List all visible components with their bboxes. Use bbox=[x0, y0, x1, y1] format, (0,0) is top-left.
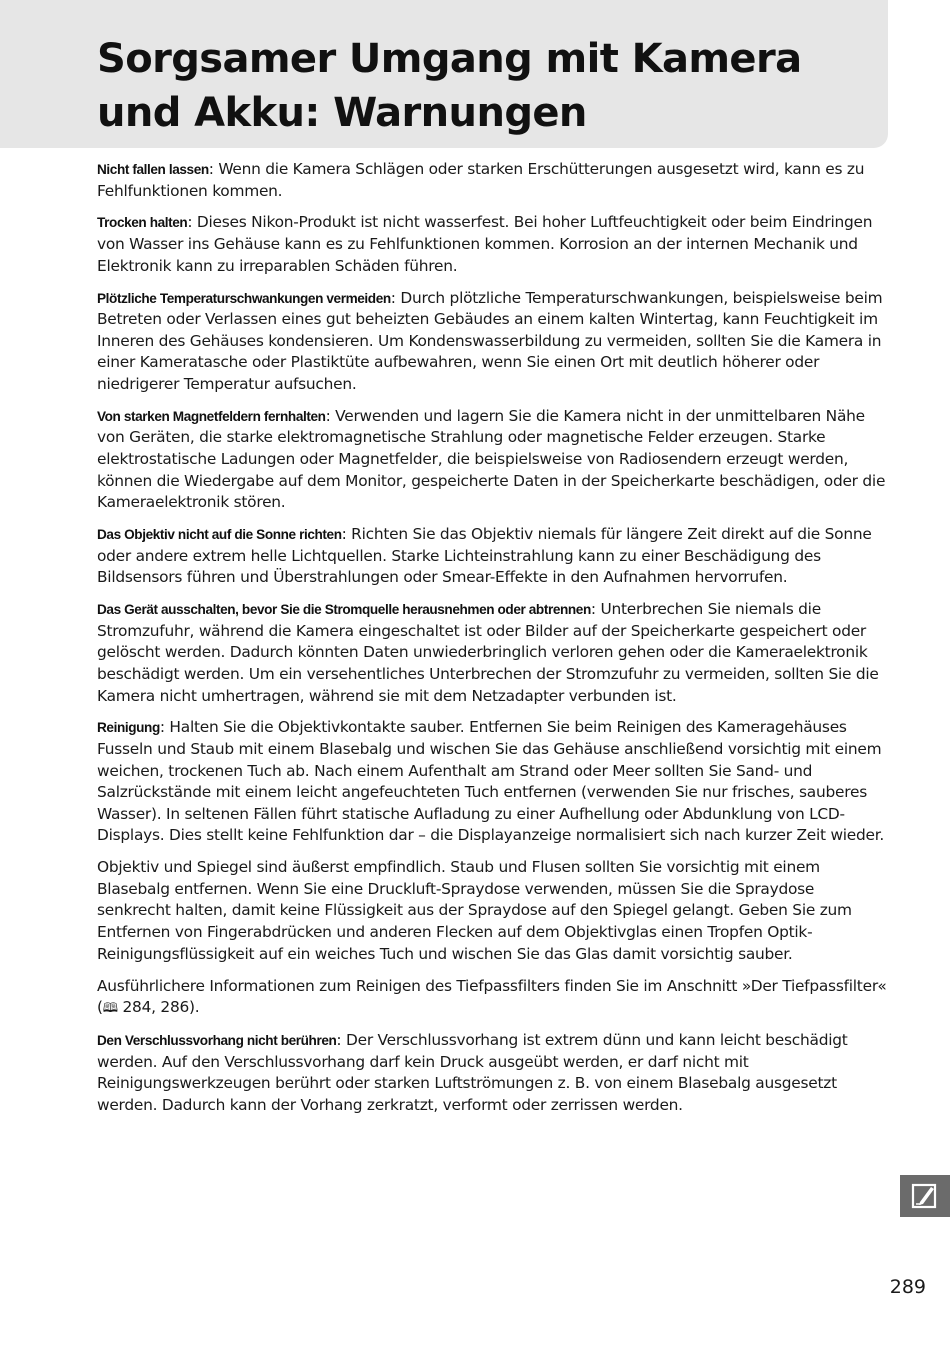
paragraph-sun bbox=[97, 524, 887, 589]
reference-text-before: Ausführlichere Informationen zum Reinigen des Tiefpassfilters finden Sie im Anschnitt »Der Tiefpassfilter« ( bbox=[97, 976, 887, 1017]
paragraph-lead: Reinigung bbox=[97, 720, 160, 736]
reference-text-after: 284, 286). bbox=[117, 998, 200, 1017]
paragraph-text: : Verwenden und lagern Sie die Kamera nicht in der unmittelbaren Nähe von Geräten, die starke elektromagnetische Strahlung oder magnetische Felder erzeugen. Starke elektrostatische Ladungen oder Magnetfelder, die beispielsweise von Radiosendern erzeugt werden, können die Wiedergabe auf dem Monitor, gespeicherte Daten in der Speicherkarte beschädigen, oder die Kameraelektronik stören. bbox=[97, 406, 886, 512]
paragraph-shutter bbox=[97, 1030, 887, 1116]
paragraph-temperature bbox=[97, 288, 887, 396]
paragraph-text: : Dieses Nikon-Produkt ist nicht wasserfest. Bei hoher Luftfeuchtigkeit oder beim Eindringen von Wasser ins Gehäuse kann es zu Fehlfunktionen kommen. Korrosion an der internen Mechanik und Elektronik kann zu irreparablen Schäden führen. bbox=[97, 213, 873, 275]
book-reference-icon: 🕮 bbox=[102, 1001, 118, 1017]
paragraph-text: : Richten Sie das Objektiv niemals für längere Zeit direkt auf die Sonne oder andere extrem helle Lichtquellen. Starke Lichteinstrahlung kann zu einer Beschädigung des Bildsensors führen und Überstrahlungen oder Smear-Effekte in den Aufnahmen hervorrufen. bbox=[97, 525, 872, 587]
paragraph-magnetic-fields bbox=[97, 406, 887, 514]
paragraph-reference bbox=[97, 976, 887, 1020]
paragraph-text: : Unterbrechen Sie niemals die Stromzufuhr, während die Kamera eingeschaltet ist oder Bilder auf der Speicherkarte gespeichert oder gelöscht werden. Dadurch könnten Daten unwiederbringlich verloren gehen oder die Kameraelektronik beschädigt werden. Um ein versehentliches Unterbrechen der Stromzufuhr zu vermeiden, sollten Sie die Kamera nicht umhertragen, während sie mit dem Netzadapter verbunden ist. bbox=[97, 600, 879, 705]
paragraph-text: Objektiv und Spiegel sind äußerst empfindlich. Staub und Flusen sollten Sie vorsichtig mit einem Blasebalg entfernen. Wenn Sie eine Druckluft-Spraydose verwenden, müssen Sie die Spraydose senkrecht halten, damit keine Flüssigkeit aus der Spraydose auf den Spiegel gelangt. Geben Sie zum Entfernen von Fingerabdrücken und anderen Flecken auf dem Objektivglas einen Tropfen Optik-Reinigungsflüssigkeit auf ein weiches Tuch und wischen Sie das Glas damit vorsichtig sauber. bbox=[97, 858, 852, 963]
paragraph-lens-mirror bbox=[97, 857, 887, 965]
page-number: 289 bbox=[889, 1276, 926, 1298]
paragraph-text: : Wenn die Kamera Schlägen oder starken Erschütterungen ausgesetzt wird, kann es zu Fehlfunktionen kommen. bbox=[97, 160, 865, 200]
notes-pencil-icon bbox=[911, 1183, 939, 1209]
paragraph-lead: Von starken Magnetfeldern fernhalten bbox=[97, 408, 326, 424]
paragraph-cleaning bbox=[97, 717, 887, 847]
paragraph-keep-dry bbox=[97, 212, 887, 277]
paragraph-lead: Das Objektiv nicht auf die Sonne richten bbox=[97, 527, 342, 543]
paragraph-lead: Das Gerät ausschalten, bevor Sie die Stromquelle herausnehmen oder abtrennen bbox=[97, 602, 591, 618]
paragraph-text: : Halten Sie die Objektivkontakte sauber. Entfernen Sie beim Reinigen des Kameragehäuses Fusseln und Staub mit einem Blasebalg und wischen Sie das Gehäuse anschließend vorsichtig mit einem weichen, trockenen Tuch ab. Nach einem Aufenthalt am Strand oder Meer sollten Sie Sand- und Salzrückstände mit einem leicht angefeuchteten Tuch entfernen (verwenden Sie nur frisches, sauberes Wasser). In seltenen Fällen führt statische Aufladung zu einer Aufhellung oder Abdunklung von LCD-Displays. Dies stellt keine Fehlfunktion dar – die Displayanzeige normalisiert sich nach kurzer Zeit wieder. bbox=[97, 718, 885, 845]
paragraph-lead: Plötzliche Temperaturschwankungen vermeiden bbox=[97, 290, 391, 306]
paragraph-lead: Nicht fallen lassen bbox=[97, 162, 209, 177]
paragraph-drop-warning bbox=[97, 159, 887, 202]
paragraph-text: : Der Verschlussvorhang ist extrem dünn und kann leicht beschädigt werden. Auf den Verschlussvorhang darf kein Druck ausgeübt werden, er darf nicht mit Reinigungswerkzeugen berührt oder starken Luftströmungen z. B. von einem Blasebalg ausgesetzt werden. Dadurch kann der Vorhang zerkratzt, verformt oder zerrissen werden. bbox=[97, 1031, 848, 1114]
section-tab bbox=[900, 1175, 950, 1217]
paragraph-power-off bbox=[97, 599, 887, 707]
paragraph-text: : Durch plötzliche Temperaturschwankungen, beispielsweise beim Betreten oder Verlassen eines gut beheizten Gebäudes an einem kalten Wintertag, kann Feuchtigkeit im Inneren des Gehäuses kondensieren. Um Kondenswasserbildung zu vermeiden, sollten Sie die Kamera in einer Kameratasche oder Plastiktüte aufbewahren, wenn Sie einen Ort mit deutlich höherer oder niedrigerer Temperatur aufsuchen. bbox=[97, 288, 883, 393]
body-text bbox=[97, 159, 887, 1127]
page-title: Sorgsamer Umgang mit Kamera und Akku: Warnungen bbox=[97, 36, 802, 136]
paragraph-lead: Den Verschlussvorhang nicht berühren bbox=[97, 1033, 337, 1049]
paragraph-lead: Trocken halten bbox=[97, 215, 188, 231]
